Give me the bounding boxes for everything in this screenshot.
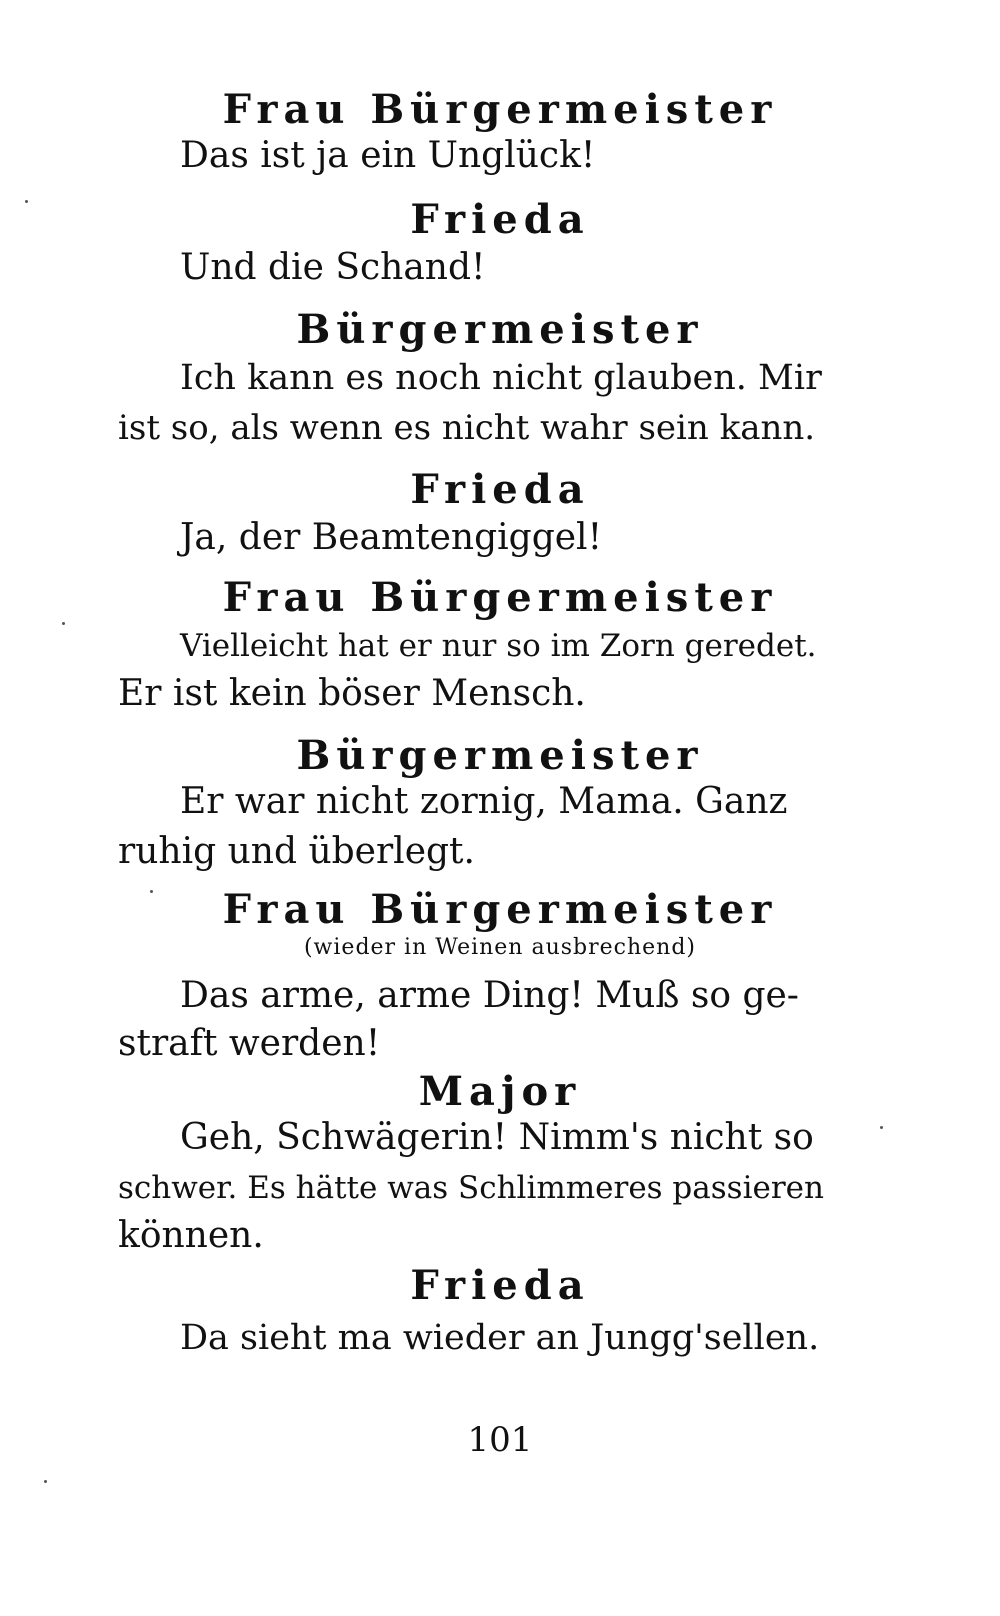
dialogue-line: Das arme, arme Ding! Muß so ge- <box>180 975 799 1016</box>
page-number: 101 <box>467 1420 533 1460</box>
speaker-name: Frau Bürgermeister <box>222 574 778 621</box>
speaker-name: Bürgermeister <box>296 732 704 779</box>
scan-speck <box>44 1480 47 1483</box>
dialogue-line: Er ist kein böser Mensch. <box>118 673 586 714</box>
speaker-name: Frau Bürgermeister <box>222 886 778 933</box>
speaker-name: Frieda <box>410 466 590 513</box>
dialogue-line: schwer. Es hätte was Schlimmeres passieren <box>118 1170 824 1206</box>
scan-speck <box>880 1126 883 1129</box>
dialogue-line: Er war nicht zornig, Mama. Ganz <box>180 781 788 822</box>
dialogue-line: Vielleicht hat er nur so im Zorn geredet. <box>180 628 817 664</box>
dialogue-line: Und die Schand! <box>180 247 486 288</box>
speaker-name: Major <box>418 1068 582 1115</box>
stage-direction: (wieder in Weinen ausbrechend) <box>303 935 697 960</box>
scan-speck <box>25 200 28 203</box>
speaker-name: Frau Bürgermeister <box>222 86 778 133</box>
speaker-name: Frieda <box>410 196 590 243</box>
dialogue-line: ruhig und überlegt. <box>118 831 475 872</box>
speaker-name: Bürgermeister <box>296 306 704 353</box>
speaker-name: Frieda <box>410 1262 590 1309</box>
dialogue-line: Geh, Schwägerin! Nimm's nicht so <box>180 1117 814 1158</box>
dialogue-line: können. <box>118 1215 264 1256</box>
dialogue-line: Da sieht ma wieder an Jungg'sellen. <box>180 1318 820 1358</box>
scan-speck <box>62 622 65 625</box>
dialogue-line: Ich kann es noch nicht glauben. Mir <box>180 358 822 398</box>
dialogue-line: Das ist ja ein Unglück! <box>180 135 596 176</box>
dialogue-line: ist so, als wenn es nicht wahr sein kann. <box>118 408 816 448</box>
scan-speck <box>150 890 153 893</box>
dialogue-line: Ja, der Beamtengiggel! <box>180 517 603 558</box>
dialogue-line: straft werden! <box>118 1023 381 1064</box>
